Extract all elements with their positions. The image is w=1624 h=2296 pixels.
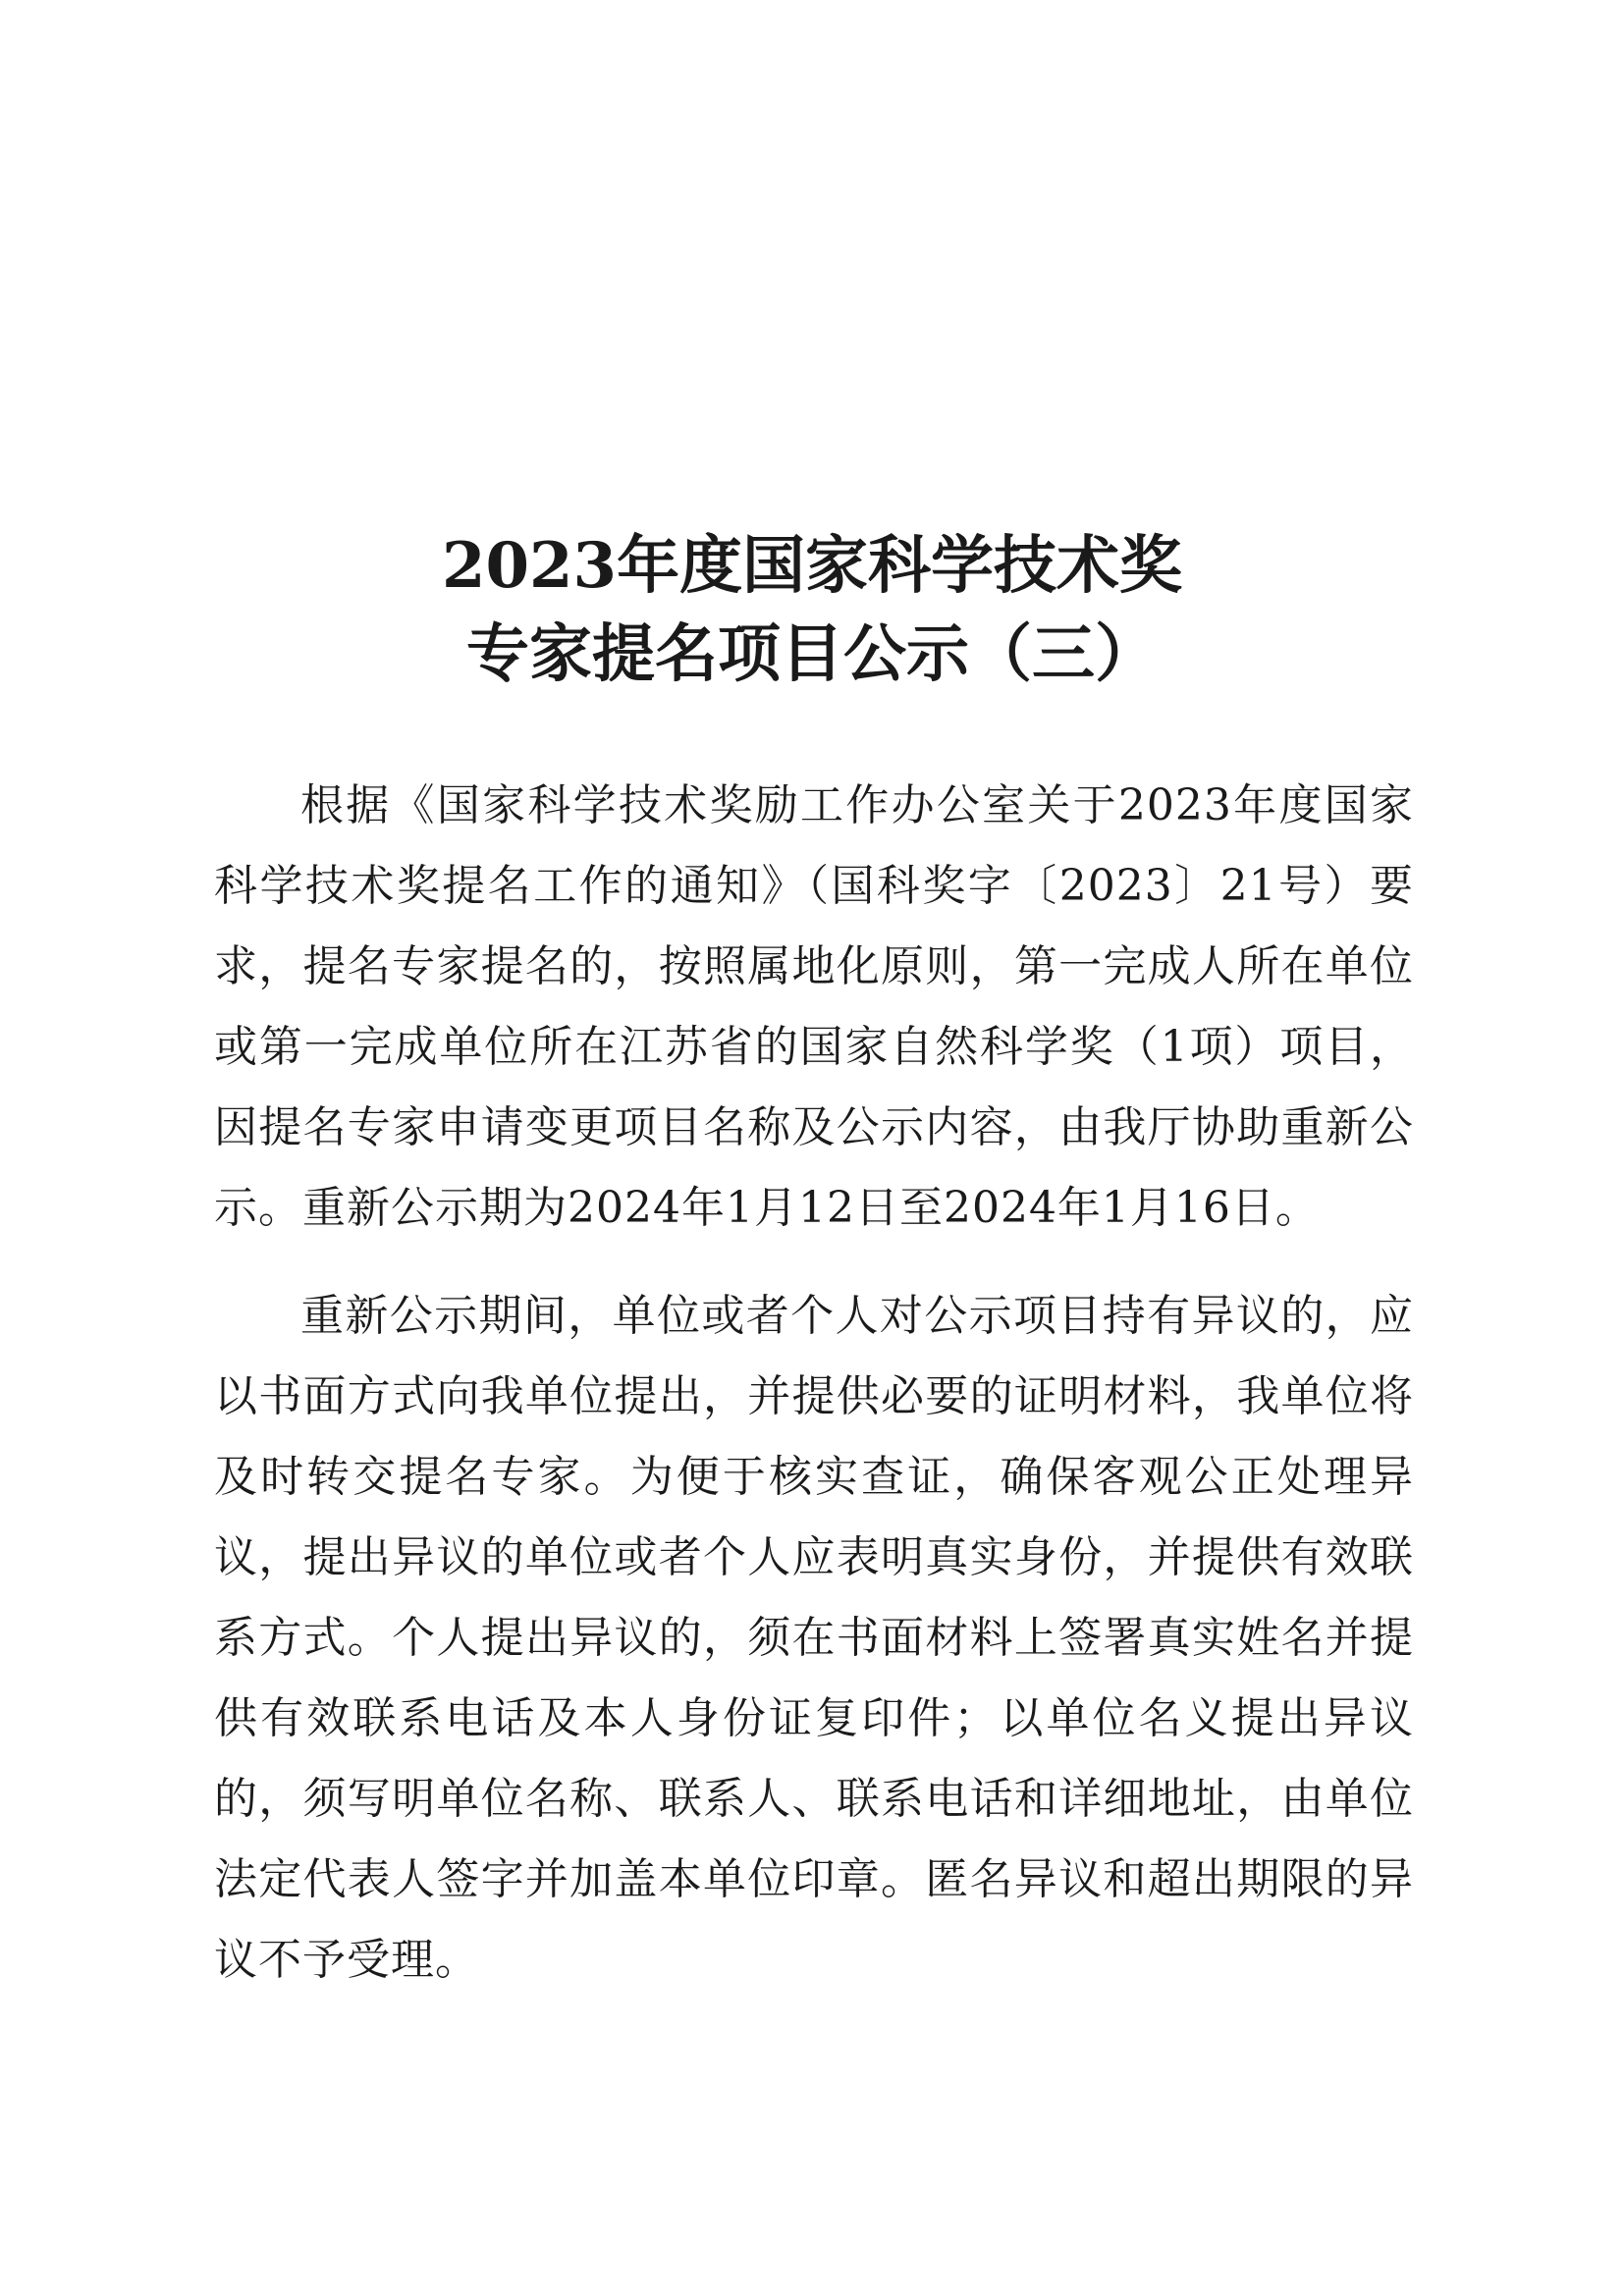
body-text — [214, 766, 1414, 2001]
paragraph-objection-procedure: 重新公示期间，单位或者个人对公示项目持有异议的，应以书面方式向我单位提出，并提供必要的证明材料，我单位将及时转交提名专家。为便于核实查证，确保客观公正处理异议，提出异议的单位或者个人应表明真实身份，并提供有效联系方式。个人提出异议的，须在书面材料上签署真实姓名并提供有效联系电话及本人身份证复印件；以单位名义提出异议的，须写明单位名称、联系人、联系电话和详细地址，由单位法定代表人签字并加盖本单位印章。匿名异议和超出期限的异议不予受理。 — [214, 1291, 1414, 1985]
title-line-1: 2023年度国家科学技术奖 — [441, 529, 1183, 603]
title-line-2: 专家提名项目公示（三） — [466, 617, 1158, 691]
paragraph-notice-basis: 根据《国家科学技术奖励工作办公室关于2023年度国家科学技术奖提名工作的通知》（国科奖字〔2023〕21号）要求，提名专家提名的，按照属地化原则，第一完成人所在单位或第一完成单位所在江苏省的国家自然科学奖（1项）项目，因提名专家申请变更项目名称及公示内容，由我厅协助重新公示。重新公示期为2024年1月12日至2024年1月16日。 — [214, 780, 1414, 1233]
page-title — [0, 522, 1624, 699]
